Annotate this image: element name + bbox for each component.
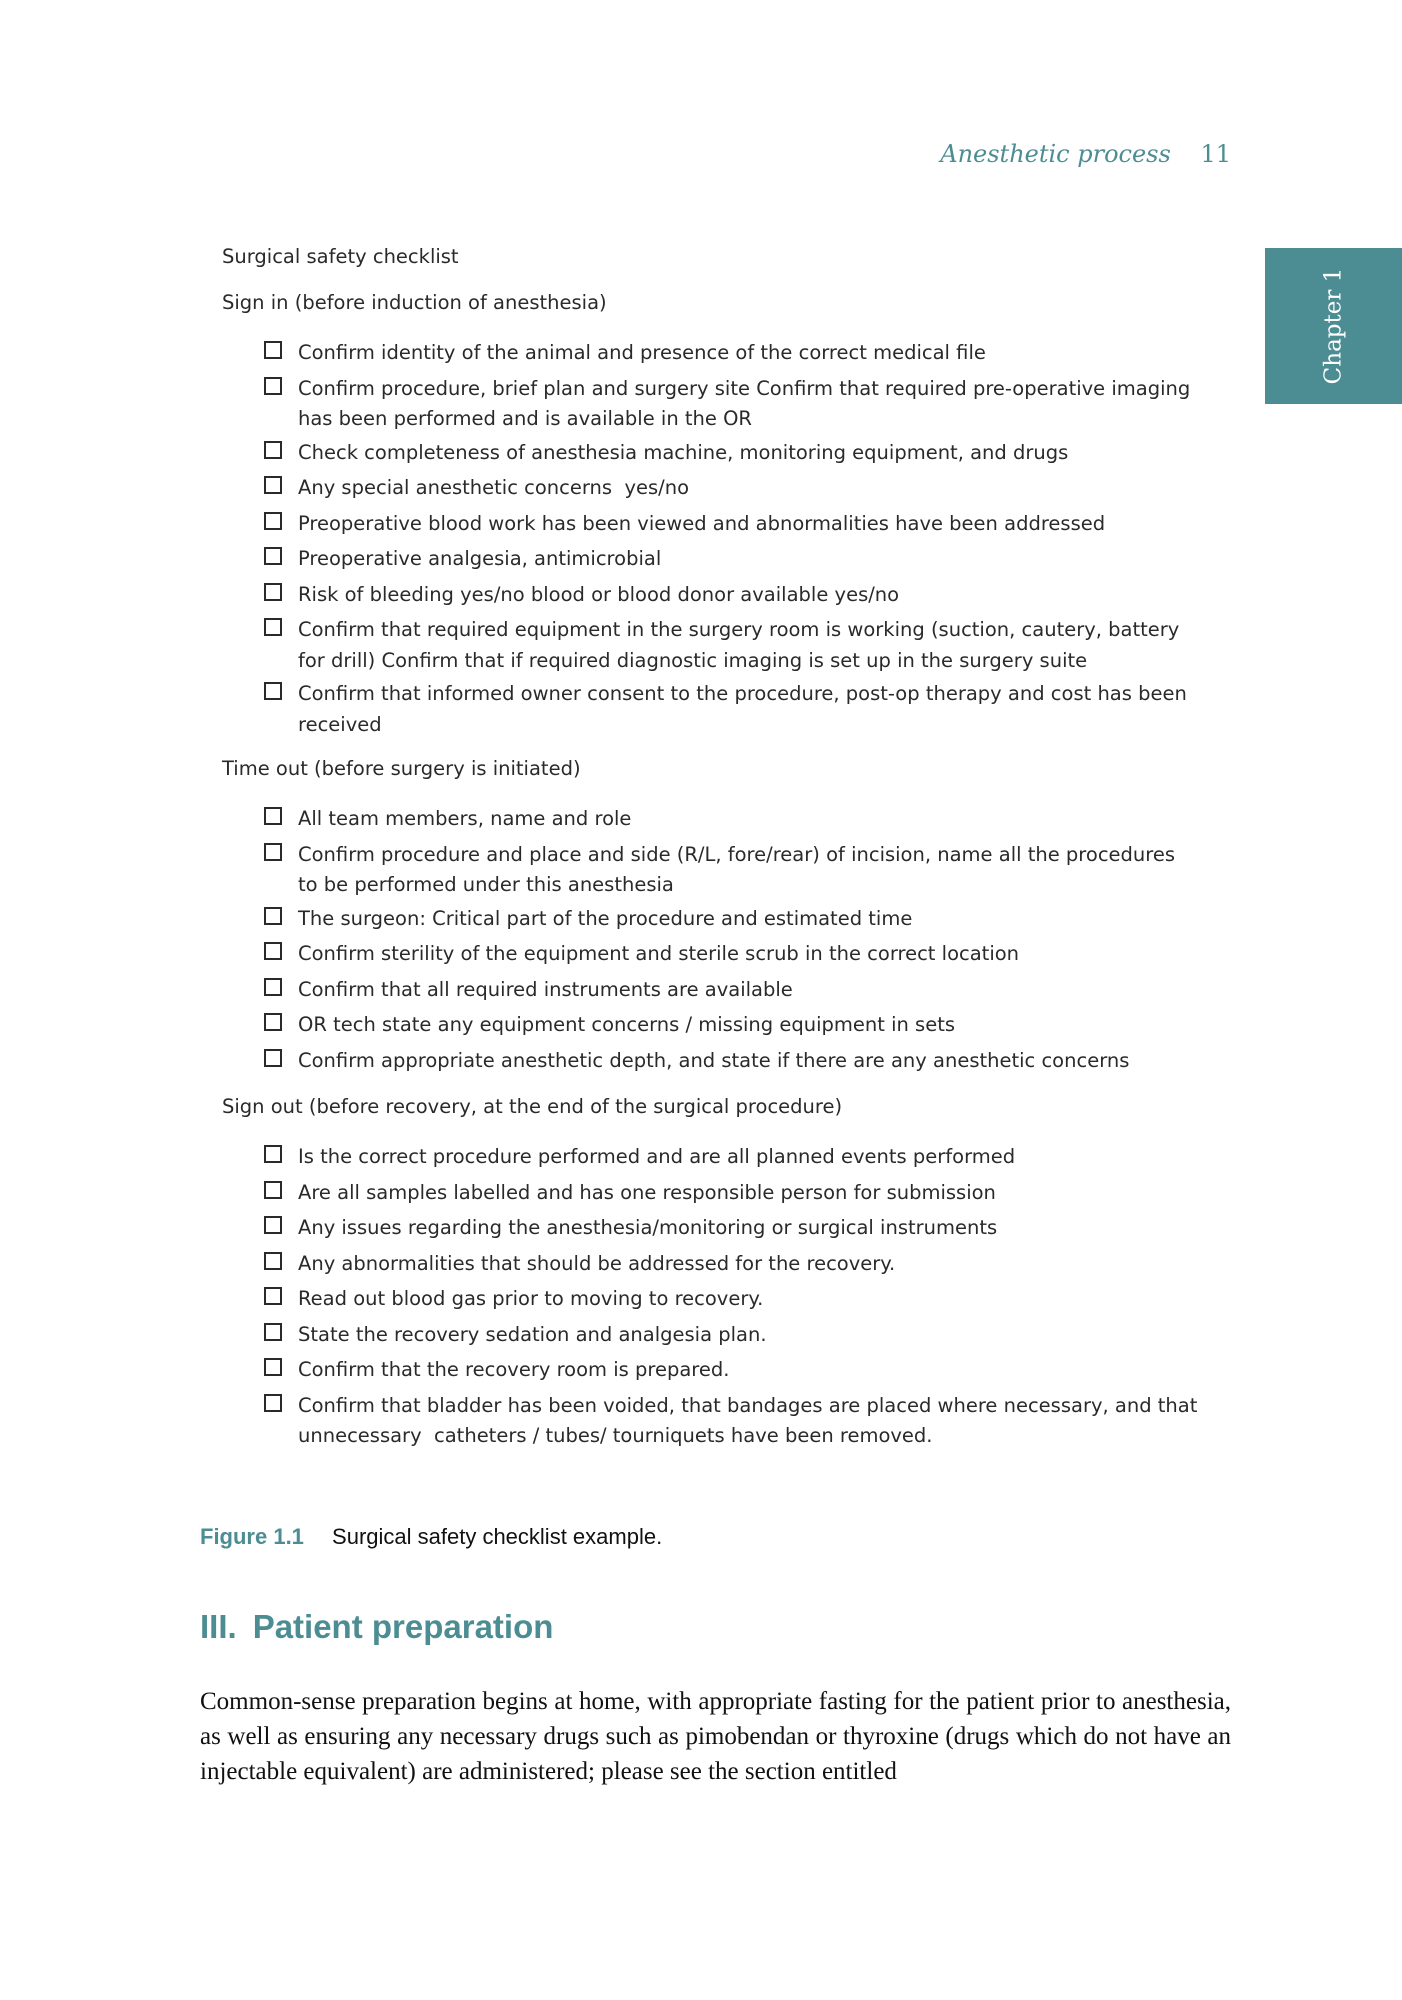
checklist-item-text: Is the correct procedure performed and are all planned events performed [298, 1145, 1016, 1168]
checklist-item [264, 1284, 1222, 1315]
checklist-item [264, 1249, 1222, 1280]
checkbox[interactable] [264, 807, 282, 825]
checkbox[interactable] [264, 1049, 282, 1067]
checklist-item-text: Confirm that bladder has been voided, that bandages are placed where necessary, and that unnecessary catheters / tubes/ tourniquets have been removed. [298, 1393, 1204, 1447]
checklist-item [264, 338, 1222, 369]
checklist-figure [222, 240, 1222, 1455]
checklist-item-text: The surgeon: Critical part of the procedure and estimated time [298, 906, 913, 930]
checklist-item-text: Any abnormalities that should be addressed for the recovery. [298, 1251, 896, 1275]
checklist-item [264, 975, 1222, 1006]
checklist-item [264, 939, 1222, 970]
sign-out-heading: Sign out (before recovery, at the end of the surgical procedure) [222, 1095, 843, 1118]
checklist-item [264, 840, 1222, 901]
figure-caption-label: Figure 1.1 [200, 1524, 304, 1549]
checklist-item-text: Confirm that required equipment in the surgery room is working (suction, cautery, battery for drill) Confirm that if required diagnostic imaging is set up in the surgery suite [298, 618, 1180, 672]
checklist-item [264, 1142, 1222, 1173]
figure-caption-text: Surgical safety checklist example. [332, 1524, 663, 1549]
section-title: Patient preparation [252, 1608, 554, 1645]
checklist-item [264, 473, 1222, 504]
checkbox[interactable] [264, 1358, 282, 1376]
checkbox[interactable] [264, 843, 282, 861]
checklist-item-text: Preoperative blood work has been viewed and abnormalities have been addressed [298, 511, 1106, 535]
body-paragraph: Common-sense preparation begins at home, with appropriate fasting for the patient prior to anesthesia, as well as ensuring any necessary drugs such as pimobendan or thyroxine (drugs which do not have an injectable equivalent) are administered; please see the section entitled [200, 1688, 1231, 1785]
checklist-item [264, 374, 1222, 435]
checklist-item-text: Confirm that all required instruments are available [298, 977, 793, 1001]
checklist-item-text: Confirm that informed owner consent to the procedure, post-op therapy and cost has been received [298, 682, 1187, 736]
checkbox[interactable] [264, 1145, 282, 1163]
checklist-item [264, 1355, 1222, 1386]
running-header [900, 140, 1231, 168]
checkbox[interactable] [264, 1323, 282, 1341]
sign-in-heading: Sign in (before induction of anesthesia) [222, 291, 607, 314]
checklist-item-text: Confirm sterility of the equipment and sterile scrub in the correct location [298, 942, 1020, 965]
checkbox[interactable] [264, 682, 282, 700]
checklist-item-text: Read out blood gas prior to moving to recovery. [298, 1287, 764, 1310]
checkbox[interactable] [264, 1013, 282, 1031]
checklist-item-text: Any issues regarding the anesthesia/monitoring or surgical instruments [298, 1216, 998, 1239]
checklist-item-text: State the recovery sedation and analgesia plan. [298, 1322, 767, 1346]
running-header-section: Anesthetic process [940, 140, 1171, 168]
checklist-item-text: Confirm identity of the animal and presence of the correct medical file [298, 341, 986, 364]
checkbox[interactable] [264, 441, 282, 459]
checklist-item [264, 580, 1222, 611]
checkbox[interactable] [264, 1216, 282, 1234]
checklist-item [264, 509, 1222, 540]
checkbox[interactable] [264, 978, 282, 996]
checklist-item [264, 1213, 1222, 1244]
checkbox[interactable] [264, 341, 282, 359]
checklist-item-text: OR tech state any equipment concerns / missing equipment in sets [298, 1013, 956, 1036]
checkbox[interactable] [264, 547, 282, 565]
checklist-item [264, 1178, 1222, 1209]
checkbox[interactable] [264, 1252, 282, 1270]
checklist-item [264, 804, 1222, 835]
checklist-item [264, 1046, 1222, 1077]
chapter-tab [1265, 248, 1402, 404]
checklist-item [264, 615, 1222, 676]
checklist-item-text: Confirm procedure and place and side (R/L, fore/rear) of incision, name all the procedures to be performed under this anesthesia [298, 842, 1176, 896]
checklist-item [264, 1010, 1222, 1041]
checkbox[interactable] [264, 377, 282, 395]
checklist-item-text: Confirm appropriate anesthetic depth, and state if there are any anesthetic concerns [298, 1048, 1130, 1072]
checklist-item-text: Check completeness of anesthesia machine, monitoring equipment, and drugs [298, 440, 1069, 464]
checkbox[interactable] [264, 1181, 282, 1199]
checkbox[interactable] [264, 583, 282, 601]
checklist-item [264, 679, 1222, 740]
checkbox[interactable] [264, 1394, 282, 1412]
checklist-item [264, 438, 1222, 469]
section-heading [200, 1608, 553, 1646]
checkbox[interactable] [264, 618, 282, 636]
time-out-checklist [222, 804, 1222, 1076]
sign-out-checklist [222, 1142, 1222, 1452]
time-out-heading: Time out (before surgery is initiated) [222, 757, 581, 780]
checklist-item [264, 544, 1222, 575]
checklist-item-text: Any special anesthetic concerns yes/no [298, 476, 689, 499]
figure-caption [200, 1524, 662, 1550]
chapter-tab-label: Chapter 1 [1320, 267, 1347, 385]
page-number: 11 [1200, 140, 1231, 168]
checklist-item [264, 904, 1222, 935]
checklist-item-text: Confirm procedure, brief plan and surgery site Confirm that required pre-operative imaging has been performed and is available in the OR [298, 376, 1191, 430]
sign-in-checklist [222, 338, 1222, 740]
checkbox[interactable] [264, 476, 282, 494]
checklist-item-text: Risk of bleeding yes/no blood or blood donor available yes/no [298, 582, 900, 606]
checklist-item [264, 1391, 1222, 1452]
checkbox[interactable] [264, 512, 282, 530]
checklist-item-text: Confirm that the recovery room is prepared. [298, 1358, 730, 1381]
checkbox[interactable] [264, 942, 282, 960]
section-number: III. [200, 1608, 237, 1645]
checklist-item [264, 1320, 1222, 1351]
checklist-item-text: Preoperative analgesia, antimicrobial [298, 547, 662, 570]
checklist-item-text: All team members, name and role [298, 807, 632, 830]
checklist-title: Surgical safety checklist [222, 245, 459, 268]
checkbox[interactable] [264, 907, 282, 925]
checklist-item-text: Are all samples labelled and has one responsible person for submission [298, 1180, 996, 1204]
checkbox[interactable] [264, 1287, 282, 1305]
